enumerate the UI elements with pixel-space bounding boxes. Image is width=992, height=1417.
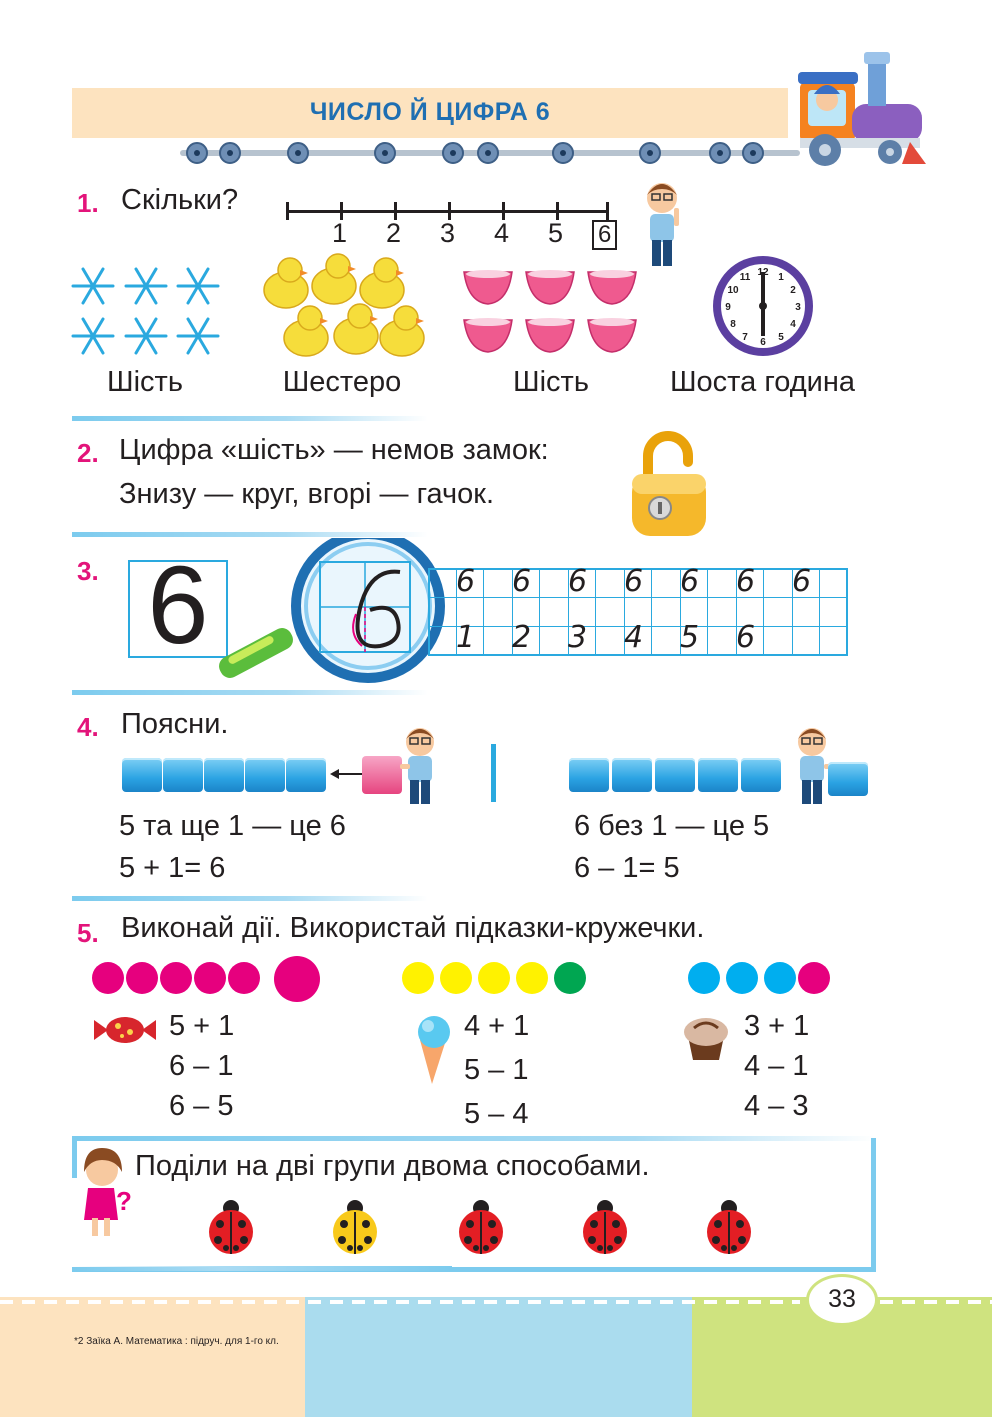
- handwritten-digit: 6: [456, 564, 476, 599]
- ladybug-icon: [454, 1198, 508, 1256]
- magnifier-illustration: [210, 538, 450, 688]
- handwritten-digit: 6: [624, 564, 644, 599]
- math-expression: 6 – 5: [169, 1090, 234, 1122]
- ice-cream-icon: [412, 1012, 458, 1086]
- cube-icon: [741, 758, 781, 792]
- handwritten-digit: 6: [512, 564, 532, 599]
- handwritten-digit: 6: [792, 564, 812, 599]
- footer-band-peach: [0, 1297, 305, 1417]
- task-number: 1.: [77, 188, 99, 218]
- word-label: Шість: [513, 366, 589, 398]
- cube-icon: [698, 758, 738, 792]
- hint-circle: [92, 962, 124, 994]
- padlock-icon: [628, 428, 710, 540]
- clock-number: 5: [778, 332, 784, 343]
- page-title: ЧИСЛО Й ЦИФРА 6: [309, 98, 551, 126]
- handwritten-digit: 6: [736, 620, 756, 655]
- handwritten-digit: 3: [568, 620, 588, 655]
- task-prompt: Виконай дії. Використай підказки-кружечки.: [121, 912, 705, 944]
- hint-circle: [160, 962, 192, 994]
- ruler-tick-label: 4: [494, 218, 510, 248]
- train-wheels: [180, 140, 800, 166]
- ruler-tick-label: 5: [548, 218, 564, 248]
- word-label: Шестеро: [282, 366, 402, 398]
- footer-dashes: [0, 1300, 800, 1304]
- clock-number: 1: [778, 272, 784, 283]
- poem-line: Знизу — круг, вгорі — гачок.: [119, 478, 495, 510]
- cube-icon: [612, 758, 652, 792]
- hint-circle: [798, 962, 830, 994]
- footer-dashes: [880, 1300, 992, 1304]
- hint-circle: [478, 962, 510, 994]
- clock-number: 3: [795, 302, 801, 313]
- cube-icon: [163, 758, 203, 792]
- train-illustration: [790, 42, 930, 170]
- arrow-left-icon: [330, 766, 362, 782]
- equation-text: 6 – 1= 5: [574, 852, 680, 884]
- hint-circle: [554, 962, 586, 994]
- section-divider: [72, 896, 428, 901]
- math-expression: 4 – 3: [744, 1090, 809, 1122]
- big-digit: 6: [147, 544, 209, 667]
- footer-band-blue: [305, 1297, 692, 1417]
- muffin-icon: [680, 1014, 732, 1062]
- boy-illustration: [398, 724, 448, 808]
- handwritten-digit: 2: [512, 620, 532, 655]
- cube-icon: [204, 758, 244, 792]
- hint-circle: [402, 962, 434, 994]
- handwriting-grid: [428, 564, 848, 656]
- ruler-tick-label: 1: [332, 218, 348, 248]
- section-divider: [72, 532, 428, 537]
- section-divider: [72, 416, 428, 421]
- cube-icon: [569, 758, 609, 792]
- word-label: Шість: [107, 366, 183, 398]
- hint-circle: [126, 962, 158, 994]
- handwritten-digit: 4: [624, 620, 644, 655]
- handwritten-digit: 6: [736, 564, 756, 599]
- section-divider: [72, 690, 428, 695]
- ruler-tick-label-boxed: 6: [592, 220, 617, 250]
- handwritten-digit: 6: [568, 564, 588, 599]
- ladybug-icon: [578, 1198, 632, 1256]
- equation-text: 6 без 1 — це 5: [574, 810, 770, 842]
- handwritten-digit: 1: [456, 620, 476, 655]
- clock-number: 12: [757, 267, 769, 278]
- footer-note: *2 Заїка А. Математика : підруч. для 1-го кл.: [74, 1336, 279, 1347]
- math-expression: 5 + 1: [169, 1010, 235, 1042]
- task-prompt: Поясни.: [121, 708, 229, 740]
- cube-icon: [245, 758, 285, 792]
- math-expression: 4 + 1: [464, 1010, 530, 1042]
- boy-illustration: [636, 178, 686, 272]
- math-expression: 6 – 1: [169, 1050, 234, 1082]
- task-number: 5.: [77, 918, 99, 948]
- handwritten-digit: 5: [680, 620, 700, 655]
- bonus-task-left-border: [72, 1138, 77, 1178]
- hint-circle: [726, 962, 758, 994]
- hint-circle: [764, 962, 796, 994]
- cube-icon: [286, 758, 326, 792]
- svg-text:?: ?: [116, 1186, 132, 1216]
- task-number: 3.: [77, 556, 99, 586]
- hint-circle: [688, 962, 720, 994]
- clock-number: 7: [742, 332, 748, 343]
- ladybug-icon: [702, 1198, 756, 1256]
- hint-circle: [228, 962, 260, 994]
- pink-cube-icon: [362, 756, 402, 794]
- clock-icon: [708, 254, 818, 358]
- handwritten-digit: 6: [680, 564, 700, 599]
- ducklings-group: [256, 252, 428, 362]
- bonus-task-top-border: [72, 1136, 876, 1141]
- bonus-task-bottom-border: [72, 1266, 452, 1271]
- ruler-tick-label: 2: [386, 218, 402, 248]
- ruler-tick-label: 3: [440, 218, 456, 248]
- bonus-task-prompt: Поділи на дві групи двома способами.: [135, 1150, 650, 1182]
- equation-text: 5 + 1= 6: [119, 852, 226, 884]
- clock-number: 4: [790, 319, 796, 330]
- clock-number: 2: [790, 285, 796, 296]
- girl-illustration: [80, 1148, 132, 1240]
- task-number: 2.: [77, 438, 99, 468]
- hint-circle: [440, 962, 472, 994]
- cube-icon: [122, 758, 162, 792]
- number-ruler: [286, 200, 616, 260]
- teacups-group: [460, 266, 646, 360]
- math-expression: 3 + 1: [744, 1010, 810, 1042]
- clock-number: 9: [725, 302, 731, 313]
- hint-circle-large: [274, 956, 320, 1002]
- math-expression: 5 – 1: [464, 1054, 529, 1086]
- word-label: Шоста година: [669, 366, 856, 398]
- snowflakes-group: [68, 262, 224, 360]
- poem-line: Цифра «шість» — немов замок:: [119, 434, 549, 466]
- hint-circle: [516, 962, 548, 994]
- vertical-divider: [491, 744, 496, 802]
- page-number: 33: [828, 1285, 856, 1313]
- ladybug-icon: [328, 1198, 382, 1256]
- clock-number: 10: [727, 285, 739, 296]
- math-expression: 5 – 4: [464, 1098, 529, 1130]
- math-expression: 4 – 1: [744, 1050, 809, 1082]
- task-number: 4.: [77, 712, 99, 742]
- equation-text: 5 та ще 1 — це 6: [119, 810, 346, 842]
- candy-icon: [92, 1012, 158, 1048]
- clock-number: 6: [760, 337, 766, 348]
- cube-icon: [828, 762, 868, 796]
- hint-circle: [194, 962, 226, 994]
- clock-number: 11: [739, 272, 751, 283]
- ladybug-icon: [204, 1198, 258, 1256]
- clock-number: 8: [730, 319, 736, 330]
- task-prompt: Скільки?: [121, 184, 239, 216]
- cube-icon: [655, 758, 695, 792]
